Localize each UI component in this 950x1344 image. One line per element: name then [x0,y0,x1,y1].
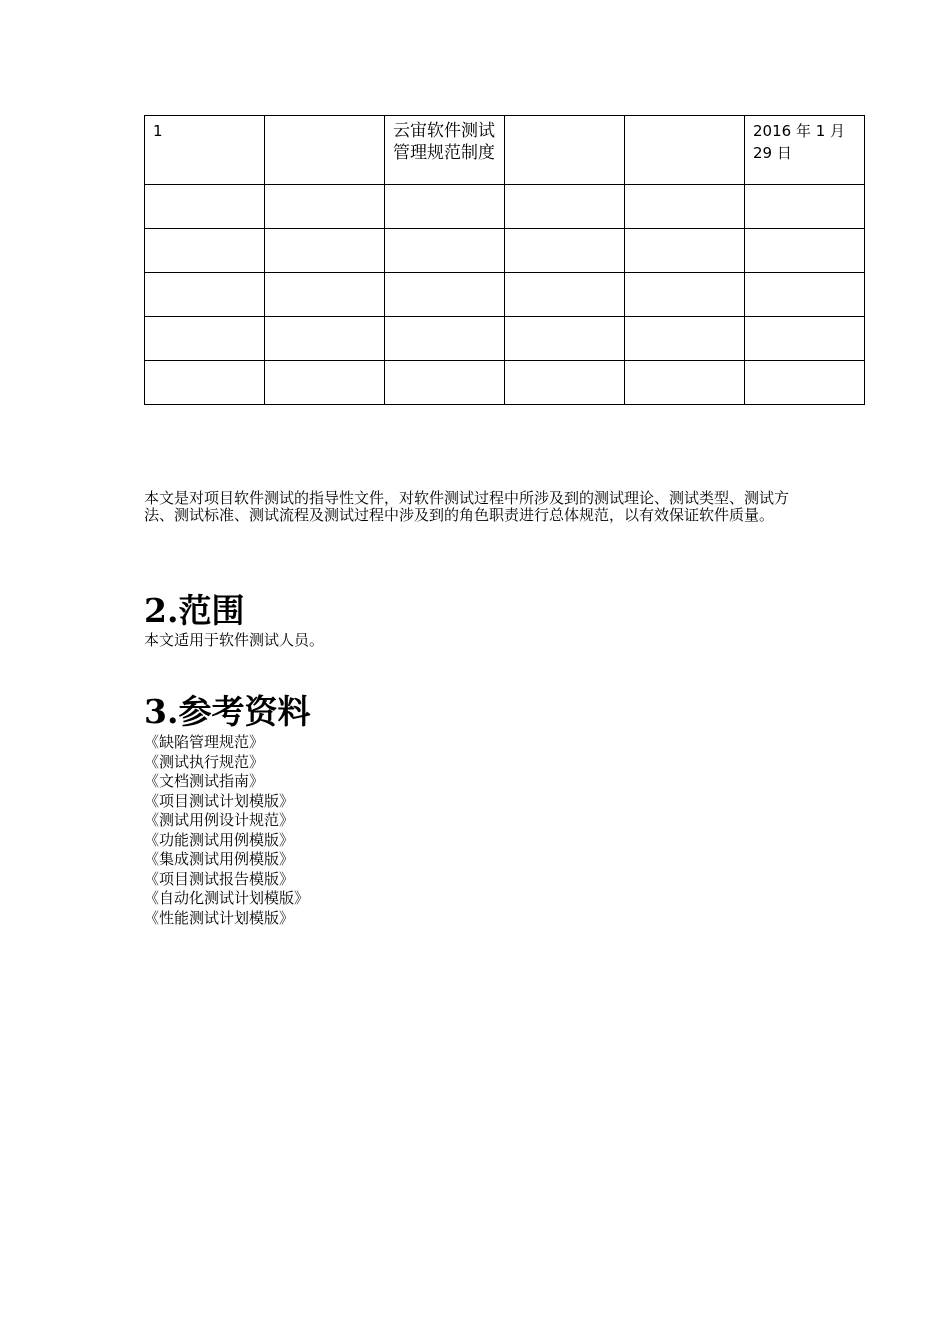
table-cell [745,229,865,273]
reference-list [144,733,309,928]
list-item: 《功能测试用例模版》 [144,830,295,849]
table-cell [745,273,865,317]
section-heading-scope: 2.范围 [144,591,245,630]
table-cell [625,361,745,405]
table-row [145,273,865,317]
list-item: 《测试执行规范》 [144,752,265,771]
table-cell [145,361,265,405]
table-cell-date: 2016 年 1 月 29 日 [745,116,865,185]
table-cell [265,317,385,361]
list-item: 《缺陷管理规范》 [144,733,265,751]
table-cell [265,185,385,229]
scope-paragraph: 本文适用于软件测试人员。 [144,631,325,649]
table-cell [505,185,625,229]
table-cell [625,185,745,229]
table-cell [505,317,625,361]
table-cell-document-name: 云宙软件测试管理规范制度 [385,116,505,185]
table-cell [265,361,385,405]
table-cell-number: 1 [145,116,265,185]
table-row [145,229,865,273]
table-cell [385,185,505,229]
table-cell [745,361,865,405]
list-item: 《项目测试报告模版》 [144,869,295,888]
table-cell [625,273,745,317]
table-cell [145,185,265,229]
table-cell [385,361,505,405]
table-cell [145,273,265,317]
table-cell [265,116,385,185]
list-item: 《测试用例设计规范》 [144,811,295,829]
revision-table [144,115,865,405]
table-cell [745,185,865,229]
table-cell [145,317,265,361]
table-cell [385,229,505,273]
table-cell [385,273,505,317]
table-cell [745,317,865,361]
list-item: 《文档测试指南》 [144,772,265,790]
table-cell [625,317,745,361]
list-item: 《性能测试计划模版》 [144,908,295,927]
table-cell [145,229,265,273]
section-heading-references: 3.参考资料 [144,692,311,731]
table-cell [265,229,385,273]
intro-paragraph: 本文是对项目软件测试的指导性文件，对软件测试过程中所涉及到的测试理论、测试类型、测试方法、测试标准、测试流程及测试过程中涉及到的角色职责进行总体规范，以有效保证软件质量。 [144,489,790,524]
table-cell [505,273,625,317]
table-cell [505,361,625,405]
list-item: 《自动化测试计划模版》 [144,889,310,907]
table-row [145,361,865,405]
table-cell [385,317,505,361]
list-item: 《项目测试计划模版》 [144,791,295,810]
table-row [145,185,865,229]
table-cell [625,229,745,273]
table-cell [505,116,625,185]
table-row [145,317,865,361]
table-cell [625,116,745,185]
list-item: 《集成测试用例模版》 [144,850,295,868]
table-cell [265,273,385,317]
table-row [145,116,865,185]
table-cell [505,229,625,273]
